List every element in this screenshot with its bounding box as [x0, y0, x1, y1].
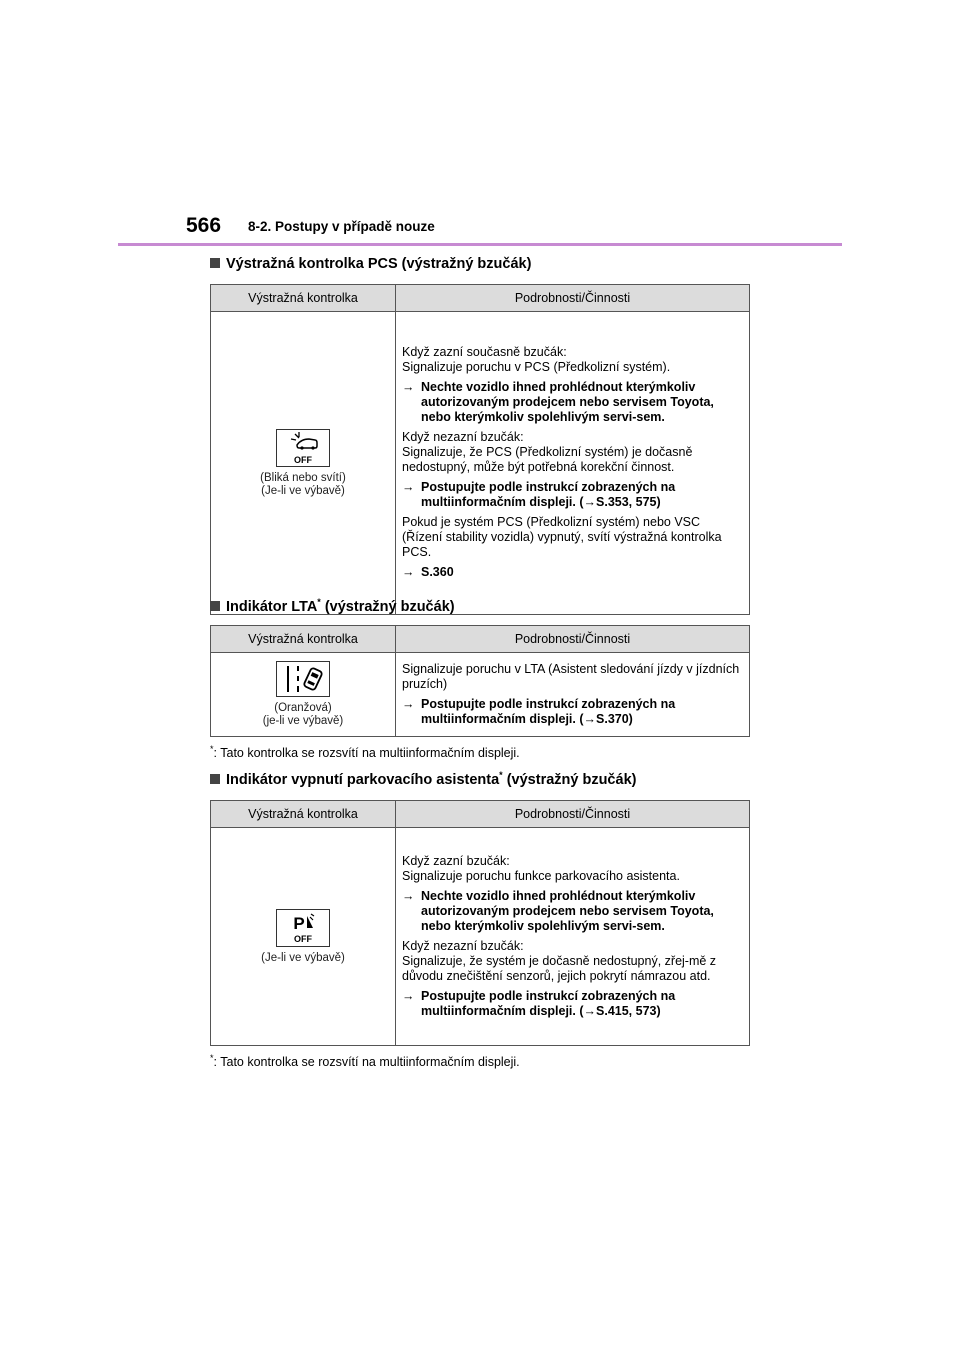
column-header-lamp: Výstražná kontrolka	[211, 626, 396, 653]
action-item: → Postupujte podle instrukcí zobrazených na multiinformačním displeji. (→S.415, 573)	[402, 988, 676, 1018]
paragraph: Když zazní bzučák: Signalizuje poruchu funkce parkovacího asistenta.	[402, 853, 680, 883]
footnote: *: Tato kontrolka se rozsvítí na multiinformačním displeji.	[210, 744, 520, 761]
bullet-square-icon	[210, 774, 220, 784]
details-cell	[396, 828, 750, 1046]
pcs-table	[210, 284, 750, 615]
parking-assist-table	[210, 800, 750, 1046]
lane-departure-icon	[276, 661, 330, 697]
paragraph: Když nezazní bzučák: Signalizuje, že systém je dočasně nedostupný, zřej-mě z důvodu znečištění senzorů, jejich pokrytí námrazou atd.	[402, 938, 717, 983]
arrow-icon: →	[402, 988, 415, 1003]
action-item: → Postupujte podle instrukcí zobrazených na multiinformačním displeji. (→S.353, 575)	[402, 480, 676, 509]
chapter-title: 8-2. Postupy v případě nouze	[248, 219, 435, 234]
section-title-lta: Indikátor LTA* (výstražný bzučák)	[210, 597, 455, 615]
arrow-icon: →	[402, 565, 415, 579]
header-rule	[118, 243, 842, 246]
column-header-details: Podrobnosti/Činnosti	[396, 285, 750, 312]
paragraph: Když zazní současně bzučák: Signalizuje poruchu v PCS (Předkolizní systém).	[402, 345, 671, 374]
arrow-icon: →	[402, 696, 415, 711]
action-item: → Postupujte podle instrukcí zobrazených na multiinformačním displeji. (→S.370)	[402, 696, 676, 726]
footnote: *: Tato kontrolka se rozsvítí na multiinformačním displeji.	[210, 1053, 520, 1070]
paragraph: Pokud je systém PCS (Předkolizní systém) nebo VSC (Řízení stability vozidla) vypnutý, svítí výstražná kontrolka PCS.	[402, 515, 722, 559]
action-item: → Nechte vozidlo ihned prohlédnout kterýmkoliv autorizovaným prodejcem nebo servisem Toyota, nebo kterýmkoliv spolehlivým servi-sem.	[402, 380, 714, 424]
bullet-square-icon	[210, 601, 220, 611]
lamp-caption: (Bliká nebo svítí)	[260, 471, 346, 484]
pcs-off-icon	[276, 429, 330, 467]
lta-table	[210, 625, 750, 737]
section-title-parking-assist: Indikátor vypnutí parkovacího asistenta* (výstražný bzučák)	[210, 770, 636, 788]
column-header-details: Podrobnosti/Činnosti	[396, 801, 750, 828]
section-title-pcs: Výstražná kontrolka PCS (výstražný bzučák)	[210, 256, 531, 272]
details-cell	[396, 312, 750, 615]
arrow-icon: →	[402, 480, 415, 494]
arrow-icon: →	[402, 888, 415, 903]
column-header-lamp: Výstražná kontrolka	[211, 801, 396, 828]
svg-text:OFF: OFF	[294, 933, 312, 944]
lamp-caption: (Je-li ve výbavě)	[261, 951, 345, 964]
parking-assist-off-icon	[276, 909, 330, 947]
lamp-cell	[211, 828, 396, 1046]
lamp-cell	[211, 312, 396, 615]
details-cell	[396, 653, 750, 737]
column-header-lamp: Výstražná kontrolka	[211, 285, 396, 312]
bullet-square-icon	[210, 258, 220, 268]
arrow-icon: →	[402, 380, 415, 394]
lamp-cell	[211, 653, 396, 737]
column-header-details: Podrobnosti/Činnosti	[396, 626, 750, 653]
svg-text:OFF: OFF	[294, 454, 312, 465]
page-number: 566	[186, 214, 222, 237]
svg-text:P: P	[293, 913, 305, 933]
action-item: → Nechte vozidlo ihned prohlédnout kterýmkoliv autorizovaným prodejcem nebo servisem Toyota, nebo kterýmkoliv spolehlivým servi-sem.	[402, 888, 714, 933]
paragraph: Když nezazní bzučák: Signalizuje, že PCS (Předkolizní systém) je dočasně nedostupný, může být potřebná korekční činnost.	[402, 430, 693, 474]
paragraph: Signalizuje poruchu v LTA (Asistent sledování jízdy v jízdních pruzích)	[402, 661, 740, 691]
lamp-caption: (je-li ve výbavě)	[262, 715, 344, 727]
lamp-caption: (Oranžová)	[274, 702, 332, 714]
action-item: → S.360	[402, 565, 454, 579]
lamp-caption: (Je-li ve výbavě)	[261, 484, 345, 497]
